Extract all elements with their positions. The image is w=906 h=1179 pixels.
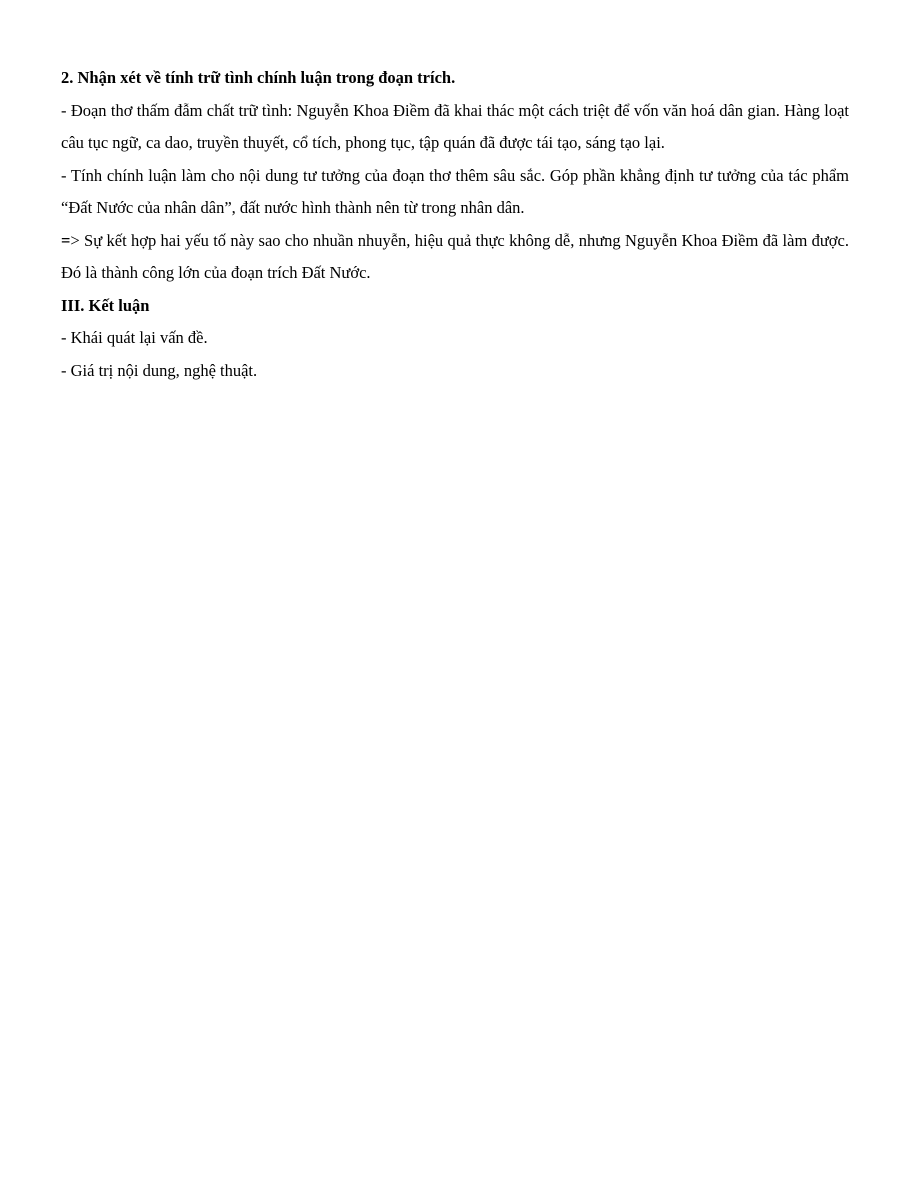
document-page [61, 62, 849, 387]
conclusion-paragraph [61, 225, 849, 290]
conclusion-item-2: - Giá trị nội dung, nghệ thuật. [61, 360, 258, 380]
lyrical-paragraph: - Đoạn thơ thấm đẫm chất trữ tình: Nguyễn Khoa Điềm đã khai thác một cách triệt để vốn văn hoá dân gian. Hàng loạt câu tục ngữ, ca dao, truyền thuyết, cổ tích, phong tục, tập quán đã được tái tạo, sáng tạo lại. [61, 100, 849, 152]
conclusion-text: > Sự kết hợp hai yếu tố này sao cho nhuần nhuyễn, hiệu quả thực không dễ, nhưng Nguyễn Khoa Điềm đã làm được. Đó là thành công lớn của đoạn trích Đất Nước. [61, 230, 849, 282]
argumentative-paragraph: - Tính chính luận làm cho nội dung tư tưởng của đoạn thơ thêm sâu sắc. Góp phần khẳng định tư tưởng của tác phẩm “Đất Nước của nhân dân”, đất nước hình thành nên từ trong nhân dân. [61, 165, 849, 217]
arrow-symbol: = [61, 230, 71, 250]
section-2-heading: 2. Nhận xét về tính trữ tình chính luận trong đoạn trích. [61, 68, 456, 87]
conclusion-item-1: - Khái quát lại vấn đề. [61, 328, 208, 347]
section-3-heading: III. Kết luận [61, 295, 150, 315]
